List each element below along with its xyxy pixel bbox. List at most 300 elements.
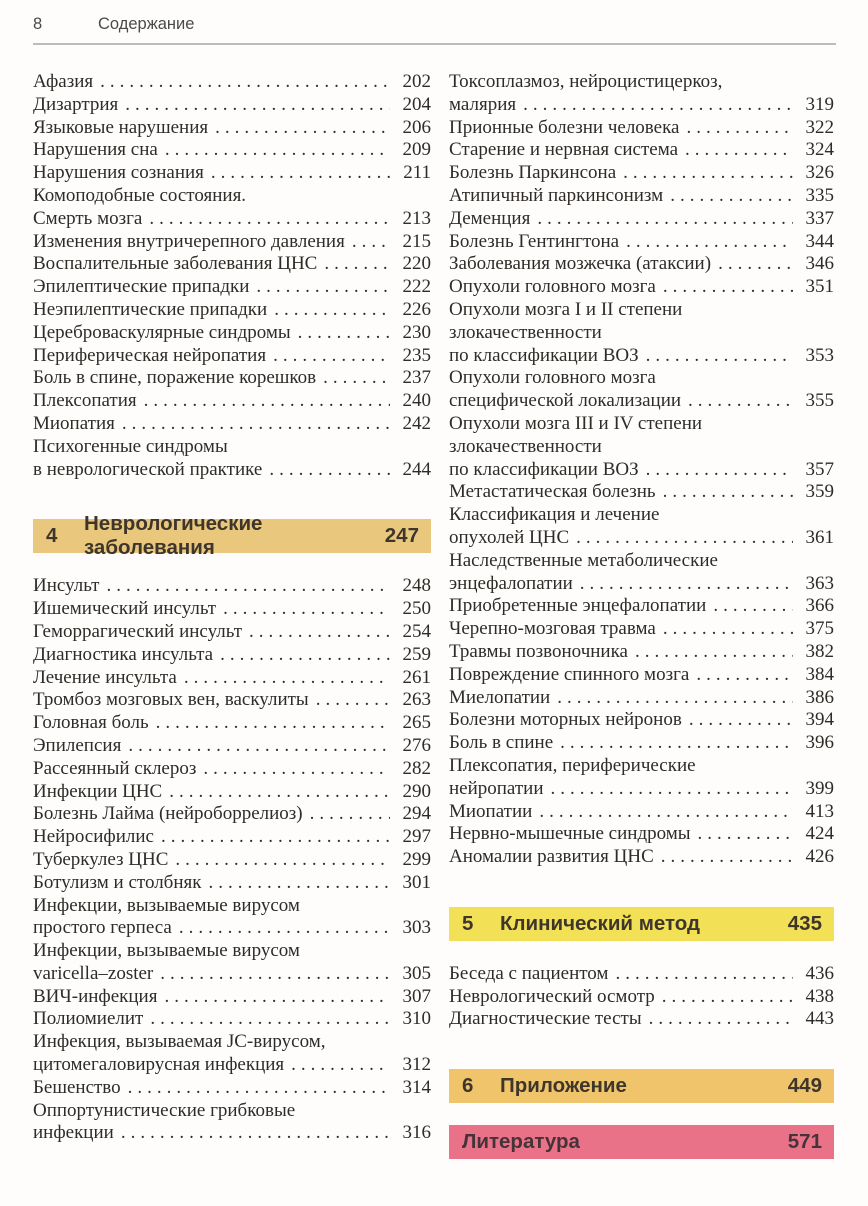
toc-entry-page-number: 265 (402, 712, 431, 734)
toc-entry (449, 595, 834, 618)
toc-entry (449, 801, 834, 824)
dot-leader (523, 94, 793, 117)
toc-entry-title: Инфекции ЦНС (33, 780, 163, 802)
page-number: 8 (33, 15, 43, 33)
toc-entry (449, 231, 834, 254)
toc-entry-page-number: 363 (805, 572, 834, 594)
dot-leader (122, 413, 390, 436)
dot-leader (121, 1122, 390, 1145)
dot-leader (686, 117, 793, 140)
toc-entry-title: цитомегаловирусная инфекция (33, 1054, 285, 1076)
dot-leader (256, 276, 390, 299)
toc-entry (449, 504, 834, 527)
dot-leader (670, 185, 793, 208)
toc-entry-title: нейропатии (449, 777, 544, 799)
toc-entry (33, 459, 431, 482)
toc-entry-title: Травмы позвоночника (449, 640, 628, 662)
toc-entry-title: Беседа с пациентом (449, 962, 609, 984)
dot-leader (580, 573, 793, 596)
section-6-bar (449, 1069, 834, 1103)
toc-entry (449, 345, 834, 368)
toc-entry (33, 162, 431, 185)
dot-leader (291, 1054, 390, 1077)
toc-entry-title: Диагностические тесты (449, 1008, 642, 1030)
toc-entry-title: Прионные болезни человека (449, 116, 680, 138)
toc-entry-title: Головная боль (33, 712, 149, 734)
toc-entry (33, 872, 431, 895)
toc-entry-title: Боль в спине (449, 732, 554, 754)
dot-leader (211, 162, 390, 185)
dot-leader (635, 641, 793, 664)
dot-leader (223, 598, 390, 621)
dot-leader (626, 231, 793, 254)
toc-entry-title: Метастатическая болезнь (449, 481, 656, 503)
header-title: Содержание (98, 15, 195, 33)
toc-entry-page-number: 305 (402, 962, 431, 984)
dot-leader (646, 345, 793, 368)
toc-entry-title: Черепно-мозговая травма (449, 618, 656, 640)
toc-entry-page-number: 335 (805, 184, 834, 206)
section-title: Клинический метод (500, 911, 701, 935)
toc-entry (33, 758, 431, 781)
toc-entry-page-number: 344 (805, 230, 834, 252)
toc-entry-page-number: 312 (402, 1054, 431, 1076)
toc-entry-title: Цереброваскулярные синдромы (33, 321, 291, 343)
dot-leader (689, 709, 793, 732)
toc-entry (449, 986, 834, 1009)
toc-entry-title: Инфекции, вызываемые вирусом (33, 940, 300, 962)
toc-entry-page-number: 399 (805, 777, 834, 799)
toc-entry-title: Лечение инсульта (33, 666, 177, 688)
toc-entry-title: Боль в спине, поражение корешков (33, 367, 317, 389)
toc-entry-title: Ботулизм и столбняк (33, 871, 202, 893)
toc-entry-page-number: 261 (402, 666, 431, 688)
toc-entry-title: Ишемический инсульт (33, 598, 217, 620)
toc-entry-title: Болезнь Лайма (нейроборрелиоз) (33, 803, 303, 825)
section-title: Приложение (500, 1074, 627, 1098)
toc-entry-page-number: 299 (402, 848, 431, 870)
toc-entry (33, 895, 431, 918)
toc-entry-page-number: 394 (805, 709, 834, 731)
toc-entry-title: Инфекция, вызываемая JC-вирусом, (33, 1031, 326, 1053)
toc-entry-title: злокачественности (449, 435, 602, 457)
toc-entry-title: Воспалительные заболевания ЦНС (33, 253, 318, 275)
toc-entry-page-number: 254 (402, 620, 431, 642)
dot-leader (557, 687, 793, 710)
dot-leader (150, 1008, 390, 1031)
toc-entry-title: Смерть мозга (33, 207, 143, 229)
toc-entry-title: Болезни моторных нейронов (449, 709, 682, 731)
toc-entry (33, 712, 431, 735)
toc-entry-title: Инфекции, вызываемые вирусом (33, 894, 300, 916)
toc-entry-page-number: 211 (403, 162, 431, 184)
toc-entry-title: по классификации ВОЗ (449, 344, 639, 366)
toc-entry-page-number: 259 (402, 643, 431, 665)
toc-entry-title: энцефалопатии (449, 572, 573, 594)
toc-entry-title: Эпилепсия (33, 734, 122, 756)
toc-entry (33, 436, 431, 459)
toc-entry-page-number: 242 (402, 412, 431, 434)
toc-entry-page-number: 351 (805, 276, 834, 298)
page-header (33, 14, 836, 34)
toc-entry-title: Атипичный паркинсонизм (449, 184, 664, 206)
section-page-number: 449 (787, 1074, 822, 1098)
toc-entry-page-number: 361 (805, 526, 834, 548)
toc-entry-page-number: 215 (402, 230, 431, 252)
toc-entry (449, 527, 834, 550)
toc-entry-title: Классификация и лечение (449, 504, 660, 526)
toc-entry-page-number: 307 (402, 985, 431, 1007)
toc-entry (33, 117, 431, 140)
toc-entry-page-number: 244 (402, 458, 431, 480)
toc-entry (33, 139, 431, 162)
toc-entry-title: Нейросифилис (33, 826, 154, 848)
toc-entry-page-number: 346 (805, 253, 834, 275)
toc-entry-title: Туберкулез ЦНС (33, 848, 169, 870)
dot-leader (165, 139, 390, 162)
toc-entry-page-number: 303 (402, 917, 431, 939)
dot-leader (144, 390, 390, 413)
toc-entry-page-number: 202 (402, 71, 431, 92)
dot-leader (663, 276, 793, 299)
toc-entry (449, 846, 834, 869)
toc-entry-title: Деменция (449, 207, 531, 229)
dot-leader (646, 459, 793, 482)
toc-entry-page-number: 248 (402, 575, 431, 597)
toc-entry-title: Неэпилептические припадки (33, 298, 268, 320)
toc-entry-title: малярия (449, 93, 517, 115)
section-page-number: 571 (787, 1130, 822, 1154)
toc-entry (33, 345, 431, 368)
toc-entry (449, 687, 834, 710)
toc-entry-title: Оппортунистические грибковые (33, 1099, 296, 1121)
toc-entry-title: Болезнь Паркинсона (449, 162, 617, 184)
toc-entry (449, 299, 834, 322)
dot-leader (576, 527, 793, 550)
dot-leader (203, 758, 390, 781)
toc-entry-page-number: 355 (805, 390, 834, 412)
section-page-number: 435 (787, 911, 822, 935)
toc-entry (33, 231, 431, 254)
toc-list-chapter3 (33, 71, 431, 481)
dot-leader (106, 575, 390, 598)
dot-leader (649, 1008, 793, 1031)
dot-leader (125, 94, 390, 117)
toc-entry (33, 413, 431, 436)
toc-entry-title: в неврологической практике (33, 458, 263, 480)
dot-leader (551, 778, 793, 801)
toc-entry (33, 253, 431, 276)
dot-leader (160, 963, 390, 986)
toc-entry (33, 208, 431, 231)
toc-entry-page-number: 337 (805, 207, 834, 229)
toc-entry (33, 367, 431, 390)
dot-leader (698, 823, 793, 846)
dot-leader (661, 846, 793, 869)
toc-entry (449, 413, 834, 436)
dot-leader (175, 849, 390, 872)
toc-entry-title: Миопатии (449, 800, 533, 822)
dot-leader (663, 618, 793, 641)
toc-entry-title: Нервно-мышечные синдромы (449, 823, 691, 845)
toc-entry-page-number: 324 (805, 139, 834, 161)
toc-entry-page-number: 226 (402, 298, 431, 320)
toc-entry-page-number: 209 (402, 139, 431, 161)
dot-leader (215, 117, 390, 140)
section-number: 5 (462, 911, 474, 935)
toc-entry-page-number: 384 (805, 663, 834, 685)
toc-entry-title: Афазия (33, 71, 94, 92)
toc-entry-page-number: 386 (805, 686, 834, 708)
dot-leader (269, 459, 390, 482)
toc-entry-title: Миелопатии (449, 686, 551, 708)
toc-entry-title: Опухоли мозга I и II степени (449, 298, 683, 320)
toc-entry (449, 778, 834, 801)
dot-leader (274, 299, 390, 322)
toc-entry (33, 735, 431, 758)
dot-leader (316, 689, 390, 712)
right-column (449, 71, 834, 1159)
dot-leader (310, 803, 390, 826)
toc-entry-page-number: 396 (805, 732, 834, 754)
toc-entry (33, 826, 431, 849)
section-title: Литература (462, 1130, 580, 1154)
toc-entry (449, 664, 834, 687)
toc-entry-page-number: 314 (402, 1076, 431, 1098)
toc-entry-title: Плексопатия, периферические (449, 754, 696, 776)
toc-entry-page-number: 297 (402, 826, 431, 848)
toc-entry (33, 185, 431, 208)
toc-entry (449, 755, 834, 778)
toc-entry-title: varicella–zoster (33, 962, 154, 984)
toc-entry-page-number: 316 (402, 1122, 431, 1144)
toc-entry-title: Плексопатия (33, 390, 137, 412)
dot-leader (179, 917, 390, 940)
toc-entry (33, 849, 431, 872)
toc-entry (449, 139, 834, 162)
toc-entry (33, 94, 431, 117)
dot-leader (324, 253, 390, 276)
toc-entry-title: Изменения внутричерепного давления (33, 230, 345, 252)
toc-entry-title: Рассеянный склероз (33, 757, 197, 779)
toc-entry-page-number: 359 (805, 481, 834, 503)
toc-entry-page-number: 263 (402, 689, 431, 711)
toc-entry-title: Опухоли головного мозга (449, 367, 656, 389)
dot-leader (156, 712, 390, 735)
toc-entry-title: Болезнь Гентингтона (449, 230, 620, 252)
toc-entry-page-number: 204 (402, 93, 431, 115)
toc-entry-title: Повреждение спинного мозга (449, 663, 690, 685)
toc-entry-title: Бешенство (33, 1076, 121, 1098)
dot-leader (323, 367, 390, 390)
toc-entry (449, 550, 834, 573)
dot-leader (537, 208, 793, 231)
dot-leader (169, 781, 390, 804)
dot-leader (663, 481, 793, 504)
toc-entry-page-number: 438 (805, 985, 834, 1007)
toc-entry-title: Заболевания мозжечка (атаксии) (449, 253, 712, 275)
toc-entry-title: специфической локализации (449, 390, 682, 412)
dot-leader (208, 872, 390, 895)
toc-entry (449, 963, 834, 986)
toc-entry (449, 1008, 834, 1031)
toc-entry (449, 94, 834, 117)
dot-leader (128, 735, 390, 758)
dot-leader (718, 253, 793, 276)
toc-entry (33, 689, 431, 712)
toc-entry-page-number: 382 (805, 640, 834, 662)
toc-list-chapter5 (449, 963, 834, 1031)
toc-entry-page-number: 222 (402, 276, 431, 298)
toc-entry-page-number: 436 (805, 962, 834, 984)
toc-entry (449, 162, 834, 185)
toc-entry (449, 253, 834, 276)
toc-entry (33, 322, 431, 345)
toc-entry-title: простого герпеса (33, 917, 172, 939)
toc-list-chapter4-right (449, 71, 834, 869)
dot-leader (100, 71, 390, 94)
toc-entry-page-number: 276 (402, 734, 431, 756)
toc-entry-page-number: 424 (805, 823, 834, 845)
toc-entry (33, 963, 431, 986)
toc-entry-title: Аномалии развития ЦНС (449, 846, 654, 868)
dot-leader (623, 162, 793, 185)
toc-entry (33, 644, 431, 667)
toc-entry (33, 781, 431, 804)
section-number: 4 (46, 524, 58, 548)
toc-entry-title: Опухоли мозга III и IV степени (449, 412, 703, 434)
toc-entry-title: по классификации ВОЗ (449, 458, 639, 480)
dot-leader (352, 231, 390, 254)
toc-entry-title: ВИЧ-инфекция (33, 985, 158, 1007)
dot-leader (273, 345, 390, 368)
dot-leader (662, 986, 793, 1009)
dot-leader (539, 801, 793, 824)
toc-entry (449, 481, 834, 504)
toc-entry (449, 573, 834, 596)
toc-entry (449, 276, 834, 299)
toc-columns (33, 71, 836, 1159)
toc-entry (449, 641, 834, 664)
toc-entry-page-number: 301 (402, 871, 431, 893)
toc-entry-title: Диагностика инсульта (33, 643, 214, 665)
toc-entry (449, 709, 834, 732)
toc-entry-title: Токсоплазмоз, нейроцистицеркоз, (449, 71, 723, 92)
toc-entry (449, 459, 834, 482)
dot-leader (615, 963, 793, 986)
toc-entry (449, 367, 834, 390)
dot-leader (184, 667, 390, 690)
toc-entry-page-number: 357 (805, 458, 834, 480)
section-4-bar (33, 512, 431, 560)
toc-entry-title: Полиомиелит (33, 1008, 144, 1030)
toc-entry-title: Геморрагический инсульт (33, 620, 243, 642)
toc-entry-page-number: 375 (805, 618, 834, 640)
toc-entry-page-number: 250 (402, 598, 431, 620)
toc-entry (33, 1077, 431, 1100)
toc-entry-page-number: 294 (402, 803, 431, 825)
toc-entry-title: Миопатия (33, 412, 115, 434)
toc-entry-title: Языковые нарушения (33, 116, 209, 138)
toc-entry-title: Опухоли головного мозга (449, 276, 656, 298)
toc-entry-page-number: 322 (805, 116, 834, 138)
toc-entry-title: Наследственные метаболические (449, 549, 718, 571)
toc-entry-title: Инсульт (33, 575, 100, 597)
toc-entry-page-number: 366 (805, 595, 834, 617)
toc-entry-title: Нарушения сознания (33, 162, 204, 184)
dot-leader (249, 621, 390, 644)
toc-list-chapter4-left (33, 575, 431, 1145)
toc-entry-title: опухолей ЦНС (449, 526, 570, 548)
toc-entry (449, 390, 834, 413)
toc-entry (33, 276, 431, 299)
toc-entry (449, 208, 834, 231)
dot-leader (161, 826, 390, 849)
dot-leader (560, 732, 793, 755)
toc-entry-page-number: 426 (805, 846, 834, 868)
toc-entry (33, 667, 431, 690)
dot-leader (128, 1077, 390, 1100)
toc-entry-title: Комоподобные состояния. (33, 184, 247, 206)
toc-entry (449, 322, 834, 345)
toc-entry-page-number: 230 (402, 321, 431, 343)
toc-entry-page-number: 353 (805, 344, 834, 366)
toc-entry (33, 1031, 431, 1054)
dot-leader (713, 595, 793, 618)
toc-entry-page-number: 326 (805, 162, 834, 184)
toc-entry-page-number: 237 (402, 367, 431, 389)
dot-leader (220, 644, 390, 667)
left-column (33, 71, 431, 1159)
toc-entry (33, 575, 431, 598)
toc-entry-title: злокачественности (449, 321, 602, 343)
toc-entry (33, 1008, 431, 1031)
toc-entry (33, 940, 431, 963)
dot-leader (298, 322, 390, 345)
toc-entry-page-number: 290 (402, 780, 431, 802)
toc-entry-page-number: 282 (402, 757, 431, 779)
toc-entry (33, 803, 431, 826)
header-rule (33, 43, 836, 45)
section-page-number: 247 (384, 524, 419, 548)
toc-entry (33, 917, 431, 940)
dot-leader (149, 208, 390, 231)
toc-entry-page-number: 443 (805, 1008, 834, 1030)
toc-entry-title: Приобретенные энцефалопатии (449, 595, 707, 617)
toc-entry (33, 1054, 431, 1077)
toc-entry-title: Дизартрия (33, 93, 119, 115)
section-number: 6 (462, 1074, 474, 1098)
dot-leader (164, 986, 390, 1009)
toc-entry-title: Старение и нервная система (449, 139, 679, 161)
dot-leader (696, 664, 793, 687)
toc-entry (449, 618, 834, 641)
toc-entry-page-number: 235 (402, 344, 431, 366)
literature-bar (449, 1125, 834, 1159)
toc-entry-page-number: 206 (402, 116, 431, 138)
dot-leader (688, 390, 793, 413)
toc-entry (33, 1122, 431, 1145)
dot-leader (685, 139, 793, 162)
toc-entry-title: инфекции (33, 1122, 114, 1144)
toc-entry-title: Эпилептические припадки (33, 276, 250, 298)
toc-entry-page-number: 319 (805, 93, 834, 115)
section-5-bar (449, 907, 834, 941)
toc-entry-title: Периферическая нейропатия (33, 344, 267, 366)
toc-entry (449, 823, 834, 846)
toc-entry (33, 621, 431, 644)
toc-entry-page-number: 413 (805, 800, 834, 822)
